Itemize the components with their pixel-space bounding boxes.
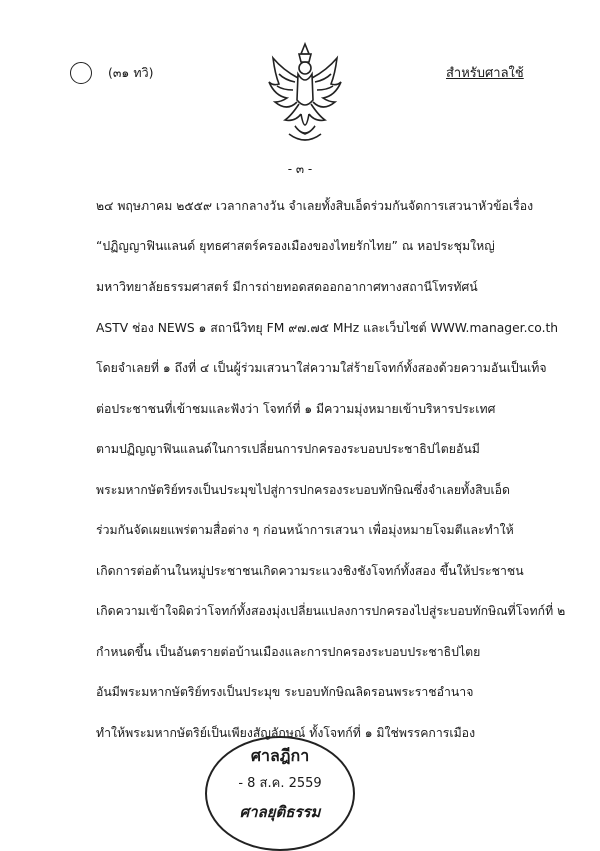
form-number: (๓๑ ทวิ)	[108, 65, 154, 80]
for-court-use-label: สำหรับศาลใช้	[446, 66, 524, 81]
body-line: เกิดการต่อต้านในหมู่ประชาชนเกิดความระแวงชิงชังโจทก์ทั้งสอง ขึ้นให้ประชาชน	[96, 564, 524, 578]
stamp-date: - 8 ส.ค. 2559	[238, 776, 322, 791]
body-line: เกิดความเข้าใจผิดว่าโจทก์ทั้งสองมุ่งเปลี่ยนแปลงการปกครองไปสู่ระบอบทักษิณที่โจทก์ที่ ๒	[96, 604, 566, 618]
body-line: อันมีพระมหากษัตริย์ทรงเป็นประมุข ระบอบทักษิณลิดรอนพระราชอำนาจ	[96, 685, 474, 699]
form-circle-mark	[70, 62, 92, 84]
body-line: โดยจำเลยที่ ๑ ถึงที่ ๔ เป็นผู้ร่วมเสวนาใส่ความใส่ร้ายโจทก์ทั้งสองด้วยความอันเป็นเท็จ	[96, 361, 547, 375]
body-line: กำหนดขึ้น เป็นอันตรายต่อบ้านเมืองและการปกครองระบอบประชาธิปไตย	[96, 645, 481, 659]
body-line: ทำให้พระมหากษัตริย์เป็นเพียงสัญลักษณ์ ทั้งโจทก์ที่ ๑ มิใช่พรรคการเมือง	[96, 726, 476, 740]
body-line: พระมหากษัตริย์ทรงเป็นประมุขไปสู่การปกครองระบอบทักษิณซึ่งจำเลยทั้งสิบเอ็ด	[96, 483, 511, 497]
body-line: ต่อประชาชนที่เข้าชมและฟังว่า โจทก์ที่ ๑ มีความมุ่งหมายเข้าบริหารประเทศ	[96, 402, 496, 416]
garuda-emblem-icon	[265, 40, 345, 145]
body-line: ตามปฏิญญาฟินแลนด์ในการเปลี่ยนการปกครองระบอบประชาธิปไตยอันมี	[96, 442, 480, 456]
body-line: ASTV ช่อง NEWS ๑ สถานีวิทยุ FM ๙๗.๗๕ MHz และเว็บไซต์ WWW.manager.co.th	[96, 321, 559, 335]
page-number: - ๓ -	[287, 162, 313, 176]
body-line: ร่วมกันจัดเผยแพร่ตามสื่อต่าง ๆ ก่อนหน้าการเสวนา เพื่อมุ่งหมายโจมตีและทำให้	[96, 523, 514, 537]
body-line: มหาวิทยาลัยธรรมศาสตร์ มีการถ่ายทอดสดออกอากาศทางสถานีโทรทัศน์	[96, 280, 478, 294]
body-line: “ปฏิญญาฟินแลนด์ ยุทธศาสตร์ครองเมืองของไทยรักไทย” ณ หอประชุมใหญ่	[96, 239, 495, 253]
stamp-title: ศาลฎีกา	[250, 746, 310, 765]
body-line: ๒๔ พฤษภาคม ๒๕๕๙ เวลากลางวัน จำเลยทั้งสิบเอ็ดร่วมกันจัดการเสวนาหัวข้อเรื่อง	[96, 199, 534, 213]
stamp-bottom-text: ศาลยุติธรรม	[239, 803, 321, 821]
court-receipt-stamp	[205, 736, 355, 851]
